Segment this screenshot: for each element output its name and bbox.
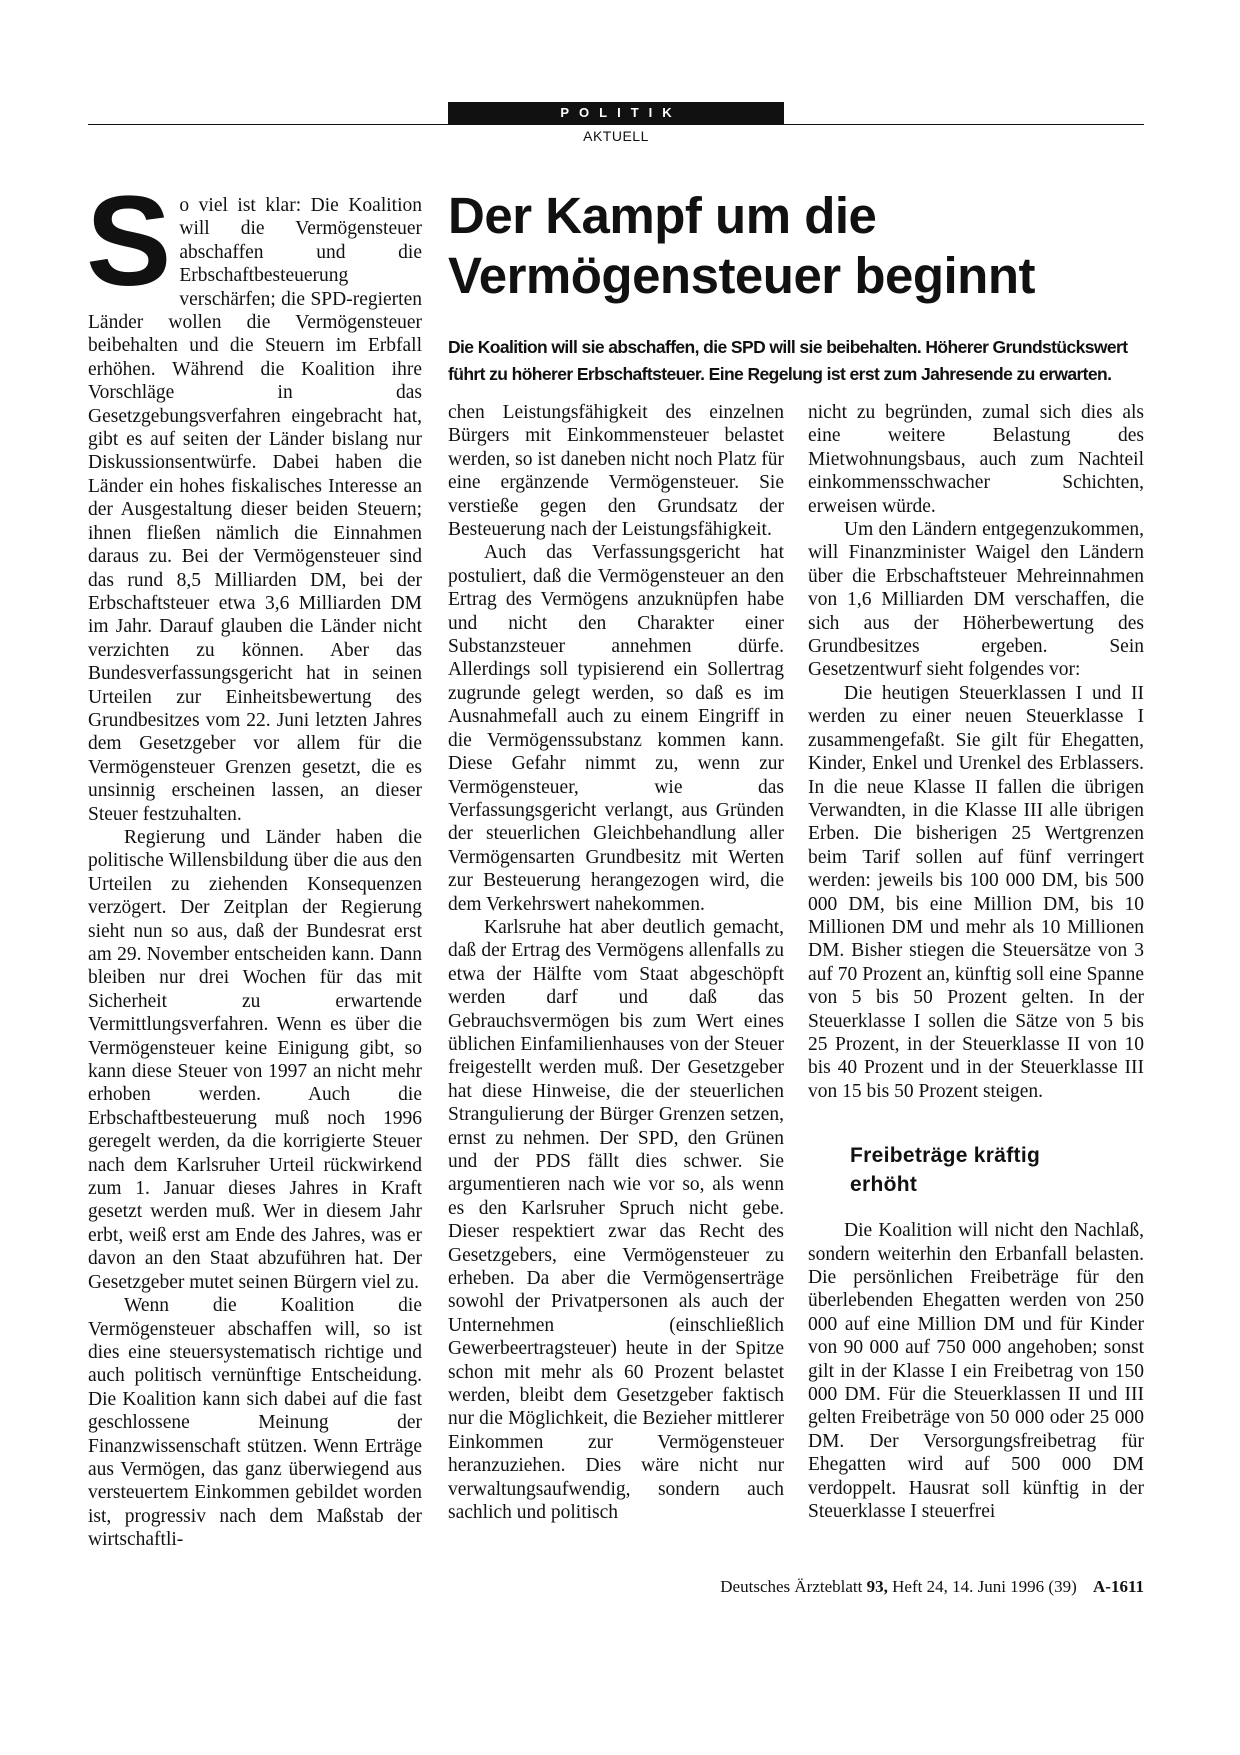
headline-line-1: Der Kampf um die — [448, 187, 877, 244]
drop-cap: S — [86, 170, 172, 313]
page-number: A-1611 — [1093, 1577, 1144, 1596]
paragraph-3: Wenn die Koalition die Vermögensteuer abschaffen will, so ist dies eine steuersystematisch richtige und auch politisch vernünftige Entscheidung. Die Koalition kann sich dabei auf die fast geschlossene Meinung der Finanzwissenschaft stützen. Wenn Erträge aus Vermögen, das ganz überwiegend aus versteuertem Einkommen gebildet worden ist, progressiv nach dem Maßstab der wirtschaftli- — [88, 1295, 422, 1551]
subsection-label: AKTUELL — [583, 128, 649, 144]
article-headline — [448, 186, 1148, 306]
column-1 — [86, 170, 422, 1552]
journal-issue: Heft 24, 14. Juni 1996 (39) — [892, 1577, 1077, 1596]
paragraph-9: Die heutigen Steuerklassen I und II werden zu einer neuen Steuerklasse I zusammengefaßt. Sie gilt für Ehegatten, Kinder, Enkel und Urenkel des Erblassers. In die neue Klasse II fallen die übrigen Verwandten, in die Klasse III alle übrigen Erben. Die bisherigen 25 Wertgrenzen beim Tarif sollen auf fünf verringert werden: jeweils bis 100 000 DM, bis 500 000 DM, bis eine Million DM, bis 10 Millionen DM und mehr als 10 Millionen DM. Bisher stiegen die Steuersätze von 3 auf 70 Prozent an, künftig soll eine Spanne von 5 bis 50 Prozent gelten. In der Steuerklasse I sollen die Sätze von 5 bis 25 Prozent, in der Steuerklasse II von 10 bis 40 Prozent und in der Steuerklasse III von 15 bis 50 Prozent steigen. — [808, 682, 1144, 1102]
subheading-line-2: erhöht — [850, 1173, 918, 1197]
header-rule — [88, 124, 1144, 125]
paragraph-7: nicht zu begründen, zumal sich dies als eine weitere Belastung des Mietwohnungsbaus, auch zum Nachteil einkommensschwacher Schichten, erweisen würde. — [808, 402, 1144, 517]
paragraph-5: Auch das Verfassungsgericht hat postuliert, daß die Vermögensteuer an den Ertrag des Vermögens anzuknüpfen habe und nicht den Charakter einer Substanzsteuer annehmen dürfe. Allerdings soll typisierend ein Sollertrag zugrunde gelegt werden, so daß es im Ausnahmefall auch zu einem Eingriff in die Vermögenssubstanz kommen kann. Diese Gefahr nimmt zu, wenn zur Vermögensteuer, wie das Verfassungsgericht verlangt, aus Gründen der steuerlichen Gleichbehandlung aller Vermögensarten Grundbesitz mit Werten zur Besteuerung herangezogen wird, die dem Verkehrswert nahekommen. — [448, 542, 784, 915]
paragraph-10: Die Koalition will nicht den Nachlaß, sondern weiterhin den Erbanfall belasten. Die persönlichen Freibeträge für den überlebenden Ehegatten werden von 250 000 auf eine Million DM und für Kinder von 90 000 auf 750 000 angehoben; sonst gilt in der Klasse I ein Freibetrag von 150 000 DM. Für die Steuerklassen II und III gelten Freibeträge von 50 000 oder 25 000 DM. Der Versorgungsfreibetrag für Ehegatten wird auf 500 000 DM verdoppelt. Hausrat soll künftig in der Steuerklasse I steuerfrei — [808, 1220, 1144, 1523]
page-footer — [720, 1577, 1144, 1597]
paragraph-1 — [86, 170, 422, 826]
paragraph-6: Karlsruhe hat aber deutlich gemacht, daß der Ertrag des Vermögens allenfalls zu etwa der Hälfte vom Staat abgeschöpft werden darf und daß das Gebrauchsvermögen bis zum Wert eines üblichen Einfamilienhauses von der Steuer freigestellt werden muß. Der Gesetzgeber hat diese Hinweise, die der steuerlichen Strangulierung der Bürger Grenzen setzen, ernst zu nehmen. Der SPD, den Grünen und der PDS fällt dies schwer. Sie argumentieren nach wie vor so, als wenn es den Karlsruher Spruch nicht gebe. Dieser respektiert zwar das Recht des Gesetzgebers, eine Vermögensteuer zu erheben. Da aber die Vermögenserträge sowohl der Privatpersonen als auch der Unternehmen (einschließlich Gewerbeertragsteuer) heute in der Spitze schon mit mehr als 60 Prozent belastet werden, bleibt dem Gesetzgeber faktisch nur die Möglichkeit, die Bezieher mittlerer Einkommen zur Vermögensteuer heranzuziehen. Dies wäre nicht nur verwaltungsaufwendig, sondern auch sachlich und politisch — [448, 916, 784, 1524]
journal-volume: 93, — [866, 1577, 888, 1596]
paragraph-2: Regierung und Länder haben die politische Willensbildung über die aus den Urteilen zu ziehenden Konsequenzen verzögert. Der Zeitplan der Regierung sieht nun so aus, daß der Bundesrat erst am 29. November entscheiden kann. Dann bleiben nur drei Wochen für das mit Sicherheit zu erwartende Vermittlungsverfahren. Wenn es über die Vermögensteuer keine Einigung gibt, so kann diese Steuer von 1997 an nicht mehr erhoben werden. Auch die Erbschaftbesteuerung muß noch 1996 geregelt werden, da die korrigierte Steuer nach dem Karlsruher Urteil rückwirkend zum 1. Januar dieses Jahres in Kraft gesetzt werden muß. Wer in diesem Jahr erbt, weiß erst am Ende des Jahres, was er davon an den Staat abzuführen hat. Der Gesetzgeber mutet seinen Bürgern viel zu. — [88, 826, 422, 1293]
journal-name: Deutsches Ärzteblatt — [720, 1577, 863, 1596]
headline-line-2: Vermögensteuer beginnt — [448, 247, 1035, 304]
paragraph-1-text: o viel ist klar: Die Koalition will die Vermögensteuer abschaffen und die Erbschaftbesteuerung verschärfen; die SPD-regierten Länder wollen die Vermögensteuer beibehalten und die Steuern im Erbfall erhöhen. Während die Koalition ihre Vorschläge in das Gesetzgebungsverfahren eingebracht hat, gibt es auf seiten der Länder bislang nur Diskussionsentwürfe. Dabei haben die Länder ein hohes fiskalisches Interesse an der Ausgestaltung dieser beiden Steuern; ihnen fließen nämlich die Einnahmen daraus zu. Bei der Vermögensteuer sind das rund 8,5 Milliarden DM, bei der Erbschaftsteuer etwa 3,6 Milliarden DM im Jahr. Darauf glauben die Länder nicht verzichten zu können. Aber das Bundesverfassungsgericht hat in seinen Urteilen zur Einheitsbewertung des Grundbesitzes vom 22. Juni letzten Jahres dem Gesetzgeber vor allem für die Vermögensteuer Grenzen gesetzt, die es unsinnig erscheinen lassen, an dieser Steuer festzuhalten. — [88, 195, 422, 825]
paragraph-8: Um den Ländern entgegenzukommen, will Finanzminister Waigel den Ländern über die Erbschaftsteuer Mehreinnahmen von 1,6 Milliarden DM verschaffen, die sich aus der Höherbewertung des Grundbesitzes ergeben. Sein Gesetzentwurf sieht folgendes vor: — [808, 519, 1144, 681]
subheading — [850, 1141, 1144, 1199]
column-2 — [448, 401, 784, 1525]
paragraph-4: chen Leistungsfähigkeit des einzelnen Bürgers mit Einkommensteuer belastet werden, so ist daneben nicht noch Platz für eine ergänzende Vermögensteuer. Sie verstieße gegen den Grundsatz der Besteuerung nach der Leistungsfähigkeit. — [448, 402, 784, 541]
subheading-line-1: Freibeträge kräftig — [850, 1144, 1041, 1168]
section-label: POLITIK — [448, 102, 784, 124]
article-deck: Die Koalition will sie abschaffen, die SPD will sie beibehalten. Höherer Grundstückswert führt zu höherer Erbschaftsteuer. Eine Regelung ist erst zum Jahresende zu erwarten. — [448, 337, 1128, 384]
column-3 — [808, 401, 1144, 1523]
